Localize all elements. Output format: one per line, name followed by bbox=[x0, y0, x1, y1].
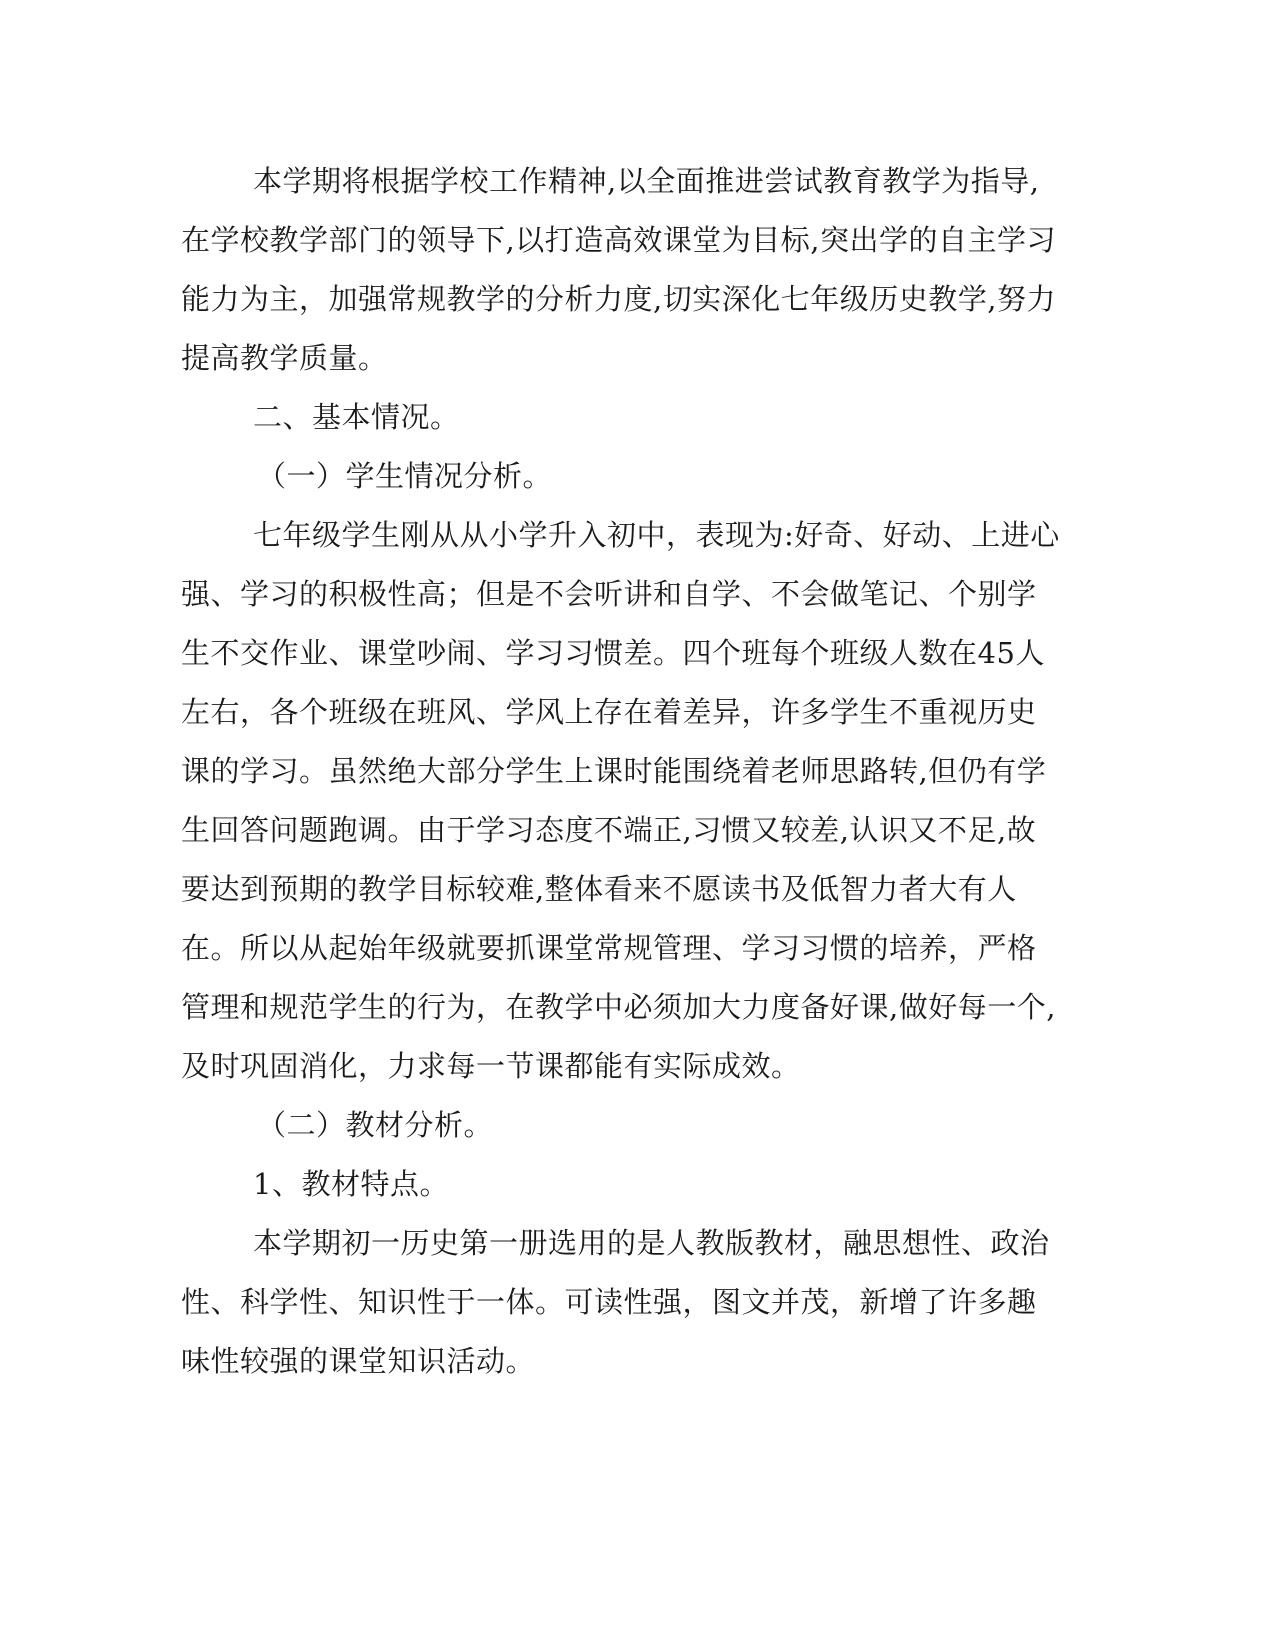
heading-textbook-features: 1、教材特点。 bbox=[253, 1167, 449, 1201]
paragraph-intro: 本学期将根据学校工作精神,以全面推进尝试教育教学为指导,在学校教学部门的领导下,以打造高效课堂为目标,突出学的自主学习能力为主，加强常规教学的分析力度,切实深化七年级历史教学,努力提高教学质量。 bbox=[181, 164, 1056, 375]
heading-basic-situation: 二、基本情况。 bbox=[253, 400, 460, 434]
paragraph-textbook-features: 本学期初一历史第一册选用的是人教版教材，融思想性、政治性、科学性、知识性于一体。可读性强，图文并茂，新增了许多趣味性较强的课堂知识活动。 bbox=[181, 1226, 1050, 1378]
document-body bbox=[181, 152, 1061, 1391]
heading-textbook-analysis: （二）教材分析。 bbox=[257, 1108, 494, 1142]
heading-student-analysis: （一）学生情况分析。 bbox=[257, 459, 553, 493]
paragraph-student-analysis: 七年级学生刚从从小学升入初中，表现为:好奇、好动、上进心强、学习的积极性高；但是不会听讲和自学、不会做笔记、个别学生不交作业、课堂吵闹、学习习惯差。四个班每个班级人数在45人左右，各个班级在班风、学风上存在着差异，许多学生不重视历史课的学习。虽然绝大部分学生上课时能围绕着老师思路转,但仍有学生回答问题跑调。由于学习态度不端正,习惯又较差,认识又不足,故要达到预期的教学目标较难,整体看来不愿读书及低智力者大有人在。所以从起始年级就要抓课堂常规管理、学习习惯的培养，严格管理和规范学生的行为，在教学中必须加大力度备好课,做好每一个,及时巩固消化，力求每一节课都能有实际成效。 bbox=[181, 518, 1060, 1083]
